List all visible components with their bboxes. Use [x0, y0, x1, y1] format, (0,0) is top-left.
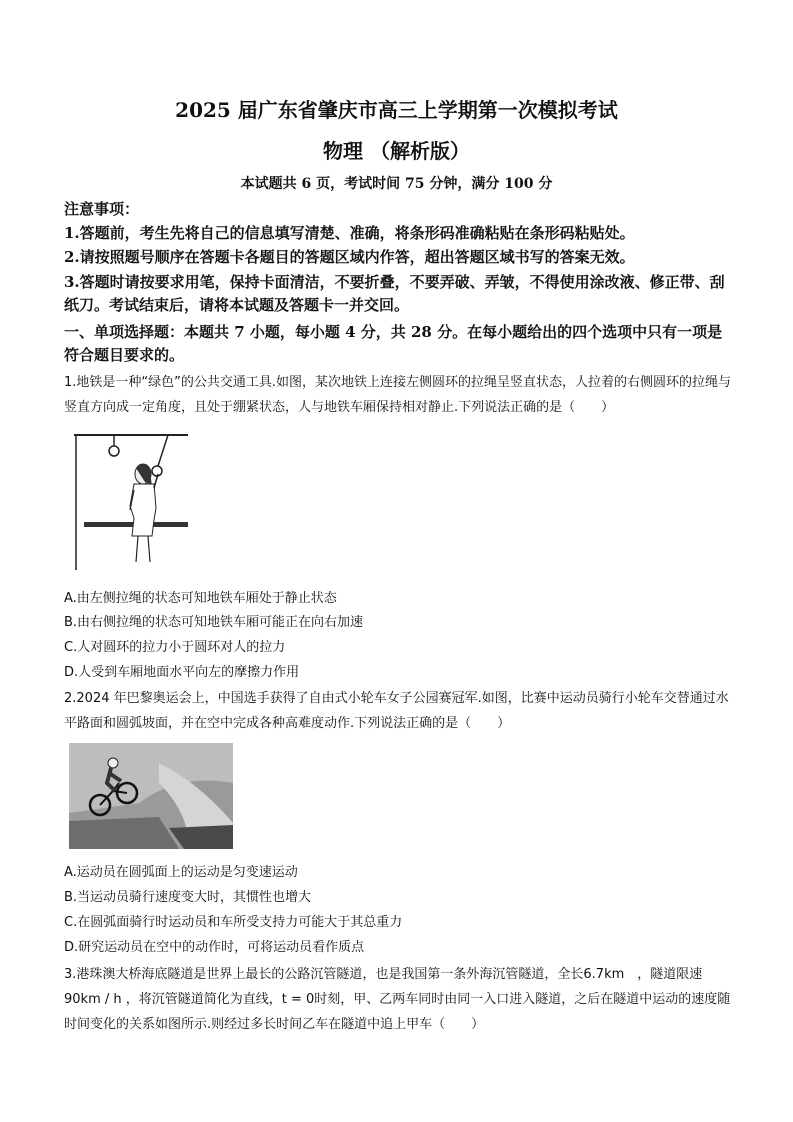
question-2-option-d: D.研究运动员在空中的动作时，可将运动员看作质点 [64, 940, 365, 955]
subway-rings-figure [70, 432, 192, 572]
exam-title: 2025 届广东省肇庆市高三上学期第一次模拟考试 [175, 98, 618, 122]
notes-heading: 注意事项： [64, 200, 140, 218]
question-2-option-c: C.在圆弧面骑行时运动员和车所受支持力可能大于其总重力 [64, 915, 403, 930]
question-1-option-d: D.人受到车厢地面水平向左的摩擦力作用 [64, 665, 300, 680]
question-1-stem: 1.地铁是一种“绿色”的公共交通工具.如图，某次地铁上连接左侧圆环的拉绳呈竖直状态，人拉着的右侧圆环的拉绳与竖直方向成一定角度，且处于绷紧状态，人与地铁车厢保持相对静止.下列说法正确的是（ ） [64, 375, 732, 415]
question-1-option-a: A.由左侧拉绳的状态可知地铁车厢处于静止状态 [64, 591, 337, 606]
note-item-3: 3.答题时请按要求用笔，保持卡面清洁，不要折叠，不要弄破、弄皱，不得使用涂改液、修正带、刮纸刀。考试结束后，请将本试题及答题卡一并交回。 [64, 273, 725, 314]
exam-info: 本试题共 6 页，考试时间 75 分钟，满分 100 分 [240, 176, 553, 192]
question-1-option-b: B.由右侧拉绳的状态可知地铁车厢可能正在向右加速 [64, 615, 364, 630]
question-2-stem: 2.2024 年巴黎奥运会上，中国选手获得了自由式小轮车女子公园赛冠军.如图，比赛中运动员骑行小轮车交替通过水平路面和圆弧坡面，并在空中完成各种高难度动作.下列说法正确的是（ ） [64, 691, 729, 731]
bmx-photo [69, 743, 233, 849]
exam-subtitle: 物理 （解析版） [323, 139, 470, 163]
section-heading: 一、单项选择题：本题共 7 小题，每小题 4 分，共 28 分。在每小题给出的四个选项中只有一项是符合题目要求的。 [64, 323, 723, 364]
question-2-option-a: A.运动员在圆弧面上的运动是匀变速运动 [64, 865, 298, 880]
question-2-option-b: B.当运动员骑行速度变大时，其惯性也增大 [64, 890, 312, 905]
question-3-stem: 3.港珠澳大桥海底隧道是世界上最长的公路沉管隧道，也是我国第一条外海沉管隧道，全长6.7km ，隧道限速90km / h ，将沉管隧道简化为直线，t = 0时刻，甲、乙两车同时由同一入口进入隧道，之后在隧道中运动的速度随时间变化的关系如图所示.则经过多长时间乙车在隧道中追上甲车（ ） [64, 967, 731, 1032]
note-item-2: 2.请按照题号顺序在答题卡各题目的答题区域内作答，超出答题区域书写的答案无效。 [64, 248, 635, 266]
question-1-option-c: C.人对圆环的拉力小于圆环对人的拉力 [64, 640, 286, 655]
note-item-1: 1.答题前，考生先将自己的信息填写清楚、准确，将条形码准确粘贴在条形码粘贴处。 [64, 224, 635, 242]
